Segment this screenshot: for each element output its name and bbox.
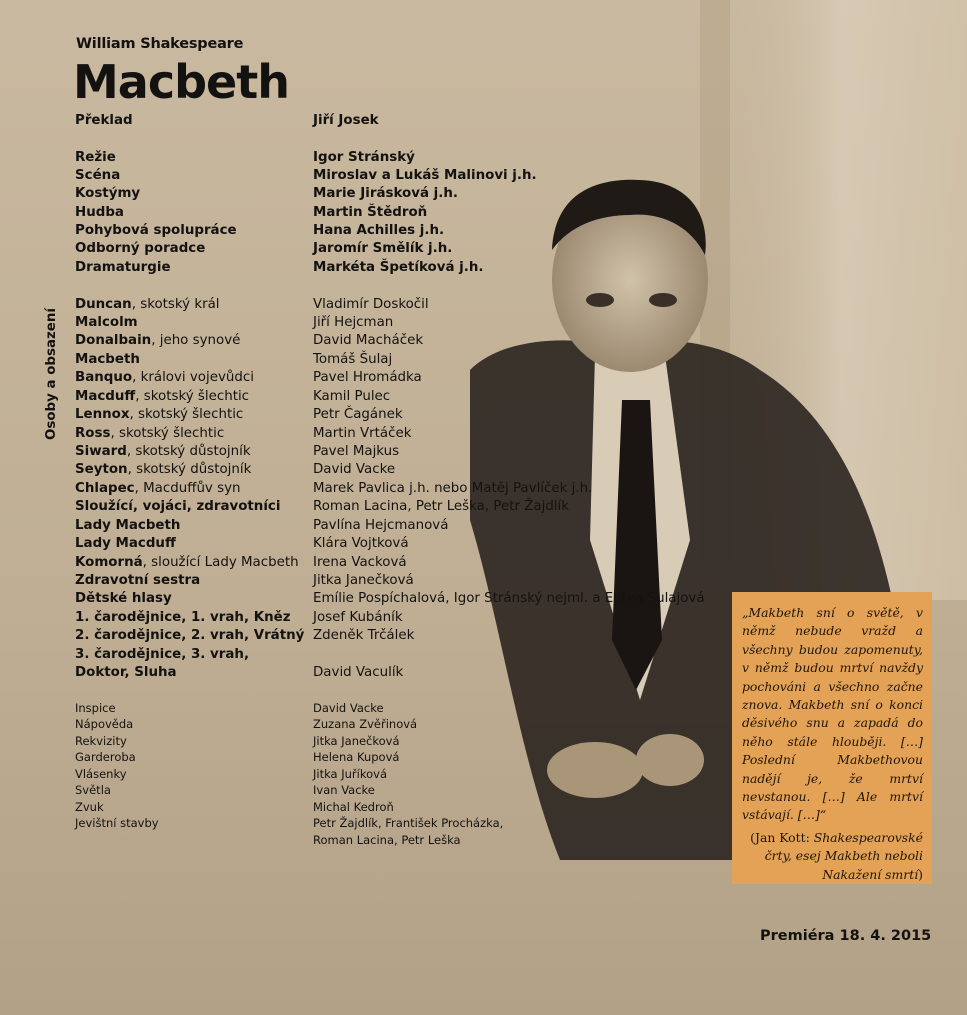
credit-role: Překlad: [75, 113, 133, 128]
character-name: Donalbain: [75, 333, 152, 348]
cast-row: [75, 572, 414, 590]
staff-row: [75, 733, 400, 750]
cast-row: [75, 369, 422, 387]
character-desc: , skotský král: [131, 297, 220, 312]
cast-row: [75, 535, 409, 553]
cast-row: [75, 443, 400, 461]
character-name: Lady Macbeth: [75, 518, 181, 533]
cast-row: [75, 517, 449, 535]
quote-text: „Makbeth sní o světě, v němž nebude vražd a všechny budou zapomenuty, v němž budou mrtví navždy pochováni a všechno začne znova. Makbeth sní o konci děsivého snu a zapadá do něho stále hlouběji. […] Poslední Makbethovou nadějí je, že mrtví nevstanou. […] Ale mrtví vstávají. […]“: [742, 605, 923, 823]
character-name: Banquo: [75, 370, 133, 385]
staff-row: [75, 716, 418, 733]
actor-name: Josef Kubáník: [313, 610, 403, 625]
premiere-date: Premiéra 18. 4. 2015: [760, 928, 932, 944]
quote-source-suffix: ): [918, 866, 923, 882]
character-name: Zdravotní sestra: [75, 573, 201, 588]
play-title: Macbeth: [73, 55, 289, 109]
author-name: William Shakespeare: [76, 36, 244, 52]
crew-row: [75, 204, 428, 222]
staff-name: Zuzana Zvěřinová: [313, 717, 418, 731]
character-desc: , skotský důstojník: [126, 444, 251, 459]
cast-row: [75, 314, 394, 332]
cast-row: [75, 627, 415, 645]
actor-name: Kamil Pulec: [313, 389, 391, 404]
credit-name: Hana Achilles j.h.: [313, 223, 445, 238]
staff-row: [75, 782, 375, 799]
staff-role: Rekvizity: [75, 734, 127, 748]
staff-role: Zvuk: [75, 800, 104, 814]
cast-row: [75, 461, 396, 479]
actor-name: Roman Lacina, Petr Leška, Petr Žajdlík: [313, 499, 570, 514]
staff-name: Helena Kupová: [313, 750, 400, 764]
staff-name: David Vacke: [313, 701, 384, 715]
credit-name: Igor Stránský: [313, 150, 415, 165]
credit-role: Režie: [75, 150, 116, 165]
credit-role: Kostýmy: [75, 186, 141, 201]
character-name: Sloužící, vojáci, zdravotníci: [75, 499, 281, 514]
quote-source-title: Shakespearovské črty, esej Makbeth neboli Nakažení smrtí: [764, 829, 923, 882]
character-name: Ross: [75, 426, 111, 441]
crew-row: [75, 259, 484, 277]
character-desc: , skotský šlechtic: [135, 389, 250, 404]
character-name: 2. čarodějnice, 2. vrah, Vrátný: [75, 628, 305, 643]
credit-role: Scéna: [75, 168, 121, 183]
character-name: Dětské hlasy: [75, 591, 172, 606]
credit-name: Markéta Špetíková j.h.: [313, 260, 484, 275]
actor-name: David Vaculík: [313, 665, 404, 680]
staff-name: Ivan Vacke: [313, 783, 375, 797]
character-name: 3. čarodějnice, 3. vrah,: [75, 647, 250, 662]
character-name: Chlapec: [75, 481, 135, 496]
credit-role: Hudba: [75, 205, 124, 220]
cast-row: [75, 296, 429, 314]
staff-row: [75, 799, 394, 816]
character-name: Seyton: [75, 462, 128, 477]
staff-name: Michal Kedroň: [313, 800, 394, 814]
crew-row: [75, 149, 415, 167]
crew-row: [75, 222, 445, 240]
quote-box: [732, 592, 932, 884]
character-name: 1. čarodějnice, 1. vrah, Kněz: [75, 610, 291, 625]
quote-source: [742, 829, 923, 884]
character-desc: , skotský důstojník: [127, 462, 252, 477]
actor-name: Klára Vojtková: [313, 536, 409, 551]
character-name: Komorná: [75, 555, 143, 570]
actor-name: Vladimír Doskočil: [313, 297, 429, 312]
actor-name: Marek Pavlica j.h. nebo Matěj Pavlíček j.h.: [313, 481, 593, 496]
quote-source-prefix: (Jan Kott:: [750, 829, 814, 845]
credit-role: Odborný poradce: [75, 241, 206, 256]
crew-row: [75, 167, 537, 185]
cast-row: [75, 590, 705, 608]
actor-name: Zdeněk Trčálek: [313, 628, 415, 643]
actor-name: Martin Vrtáček: [313, 426, 412, 441]
character-name: Lady Macduff: [75, 536, 176, 551]
cast-row: [75, 554, 407, 572]
actor-name: Jitka Janečková: [313, 573, 414, 588]
cast-row: [75, 498, 570, 516]
character-name: Lennox: [75, 407, 130, 422]
crew-row: [75, 240, 453, 258]
actor-name: Pavel Majkus: [313, 444, 400, 459]
actor-name: Petr Čagánek: [313, 407, 403, 422]
cast-row: [75, 332, 424, 350]
staff-role: Nápověda: [75, 717, 134, 731]
staff-role: Inspice: [75, 701, 116, 715]
staff-row: [75, 766, 387, 783]
actor-name: Pavel Hromádka: [313, 370, 422, 385]
staff-name: Petr Žajdlík, František Procházka,: [313, 816, 504, 830]
cast-row: [75, 664, 404, 682]
character-name: Doktor, Sluha: [75, 665, 177, 680]
cast-row: [75, 609, 403, 627]
staff-name: Jitka Juříková: [313, 767, 387, 781]
character-name: Macduff: [75, 389, 136, 404]
character-name: Malcolm: [75, 315, 138, 330]
character-name: Duncan: [75, 297, 132, 312]
character-name: Siward: [75, 444, 127, 459]
translation-row: [75, 112, 379, 130]
actor-name: Irena Vacková: [313, 555, 407, 570]
cast-row: [75, 406, 403, 424]
credit-name: Miroslav a Lukáš Malinovi j.h.: [313, 168, 537, 183]
cast-row: [75, 388, 391, 406]
cast-row: [75, 425, 412, 443]
character-desc: , skotský šlechtic: [129, 407, 244, 422]
actor-name: Tomáš Šulaj: [313, 352, 393, 367]
character-desc: , jeho synové: [151, 333, 241, 348]
credit-role: Pohybová spolupráce: [75, 223, 237, 238]
actor-name: Emílie Pospíchalová, Igor Stránský nejml. a Eliška Šulajová: [313, 591, 705, 606]
staff-name: Jitka Janečková: [313, 734, 400, 748]
staff-role: Vlásenky: [75, 767, 127, 781]
character-desc: , Macduffův syn: [134, 481, 241, 496]
credit-name: Martin Štědroň: [313, 205, 428, 220]
character-name: Macbeth: [75, 352, 140, 367]
character-desc: , královi vojevůdci: [132, 370, 254, 385]
credit-name: Jiří Josek: [313, 113, 379, 128]
staff-row: [75, 700, 384, 717]
actor-name: David Vacke: [313, 462, 396, 477]
actor-name: Jiří Hejcman: [313, 315, 394, 330]
actor-name: Pavlína Hejcmanová: [313, 518, 449, 533]
cast-section-label: Osoby a obsazení: [44, 307, 59, 440]
credit-role: Dramaturgie: [75, 260, 171, 275]
staff-role: Jevištní stavby: [75, 816, 159, 830]
staff-name: Roman Lacina, Petr Leška: [313, 833, 461, 847]
staff-row: [75, 815, 504, 832]
cast-row: [75, 351, 393, 369]
staff-role: Světla: [75, 783, 111, 797]
staff-role: Garderoba: [75, 750, 136, 764]
character-desc: , skotský šlechtic: [110, 426, 225, 441]
crew-row: [75, 185, 458, 203]
staff-row: [75, 749, 400, 766]
credit-name: Jaromír Smělík j.h.: [313, 241, 453, 256]
character-desc: , sloužící Lady Macbeth: [142, 555, 299, 570]
cast-row: [75, 646, 313, 664]
credit-name: Marie Jirásková j.h.: [313, 186, 458, 201]
cast-row: [75, 480, 593, 498]
actor-name: David Macháček: [313, 333, 424, 348]
